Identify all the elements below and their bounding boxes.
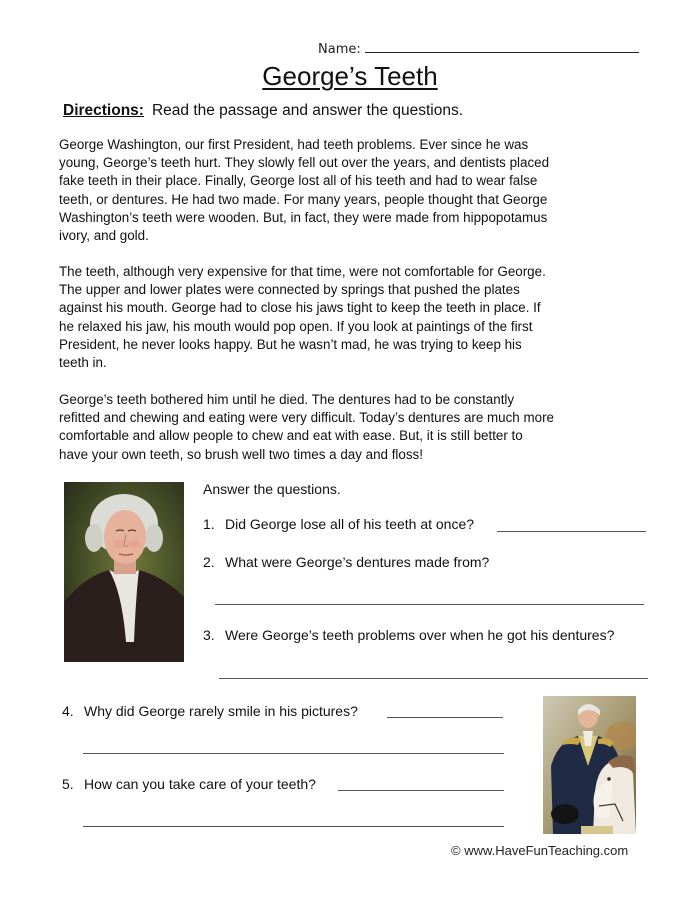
- answer-line-4b[interactable]: [83, 753, 504, 754]
- question-number: 1.: [203, 516, 215, 532]
- answer-line-3[interactable]: [219, 678, 648, 679]
- answer-line-1[interactable]: [497, 531, 646, 532]
- passage-line: teeth in.: [59, 355, 107, 371]
- directions: [63, 102, 463, 120]
- answer-line-4a[interactable]: [387, 717, 503, 718]
- name-input-line[interactable]: [365, 40, 639, 53]
- passage-line: teeth, or dentures. He had two made. For many years, people thought that George: [59, 191, 548, 207]
- passage-line: against his mouth. George had to close his jaws tight to keep the teeth in place. If: [59, 300, 541, 316]
- passage-line: ivory, and gold.: [59, 228, 149, 244]
- passage-line: George Washington, our first President, had teeth problems. Ever since he was: [59, 137, 529, 152]
- passage-line: refitted and chewing and eating were very difficult. Today’s dentures are much more: [59, 410, 554, 426]
- question-number: 2.: [203, 554, 215, 570]
- passage-line: he relaxed his jaw, his mouth would pop open. If you look at paintings of the first: [59, 318, 533, 334]
- question-text: How can you take care of your teeth?: [84, 776, 316, 792]
- answer-line-2[interactable]: [215, 604, 644, 605]
- george-washington-horse-portrait-image: [543, 696, 636, 834]
- passage-line: have your own teeth, so brush well two times a day and floss!: [59, 446, 423, 462]
- passage-line: fake teeth in their place. Finally, George lost all of his teeth and had to wear false: [59, 173, 538, 189]
- passage-paragraph-2: [59, 263, 659, 372]
- passage-paragraph-1: [59, 136, 659, 245]
- question-2: [203, 554, 489, 570]
- question-text: Why did George rarely smile in his pictures?: [84, 703, 358, 719]
- question-1: [203, 516, 474, 532]
- george-washington-portrait-image: [64, 482, 184, 662]
- question-text: Were George’s teeth problems over when he got his dentures?: [225, 627, 615, 643]
- answer-line-5b[interactable]: [83, 826, 504, 827]
- passage-line: President, he never looks happy. But he wasn’t mad, he was trying to keep his: [59, 336, 522, 352]
- passage-line: young, George’s teeth hurt. They slowly fell out over the years, and dentists placed: [59, 155, 550, 171]
- passage-line: The teeth, although very expensive for that time, were not comfortable for George.: [59, 264, 546, 279]
- question-text: What were George’s dentures made from?: [225, 554, 490, 570]
- question-number: 4.: [62, 703, 74, 719]
- directions-label: Directions:: [63, 102, 144, 119]
- question-text: Did George lose all of his teeth at once?: [225, 516, 475, 532]
- answer-questions-header: Answer the questions.: [203, 481, 341, 497]
- passage-paragraph-3: [59, 391, 659, 464]
- worksheet-title: George’s Teeth: [262, 61, 438, 91]
- copyright-footer: © www.HaveFunTeaching.com: [451, 843, 629, 858]
- name-label: Name:: [318, 42, 361, 57]
- answer-line-5a[interactable]: [338, 790, 504, 791]
- directions-text: Read the passage and answer the questions.: [151, 102, 464, 119]
- question-3: [203, 627, 614, 643]
- question-number: 3.: [203, 627, 215, 643]
- name-field-row: [318, 40, 639, 57]
- question-4: [62, 703, 358, 719]
- passage-line: George’s teeth bothered him until he died. The dentures had to be constantly: [59, 392, 515, 407]
- passage-line: comfortable and allow people to chew and eat with ease. But, it is still better to: [59, 428, 523, 444]
- passage-line: The upper and lower plates were connected by springs that pushed the plates: [59, 282, 520, 298]
- question-5: [62, 776, 316, 792]
- question-number: 5.: [62, 776, 74, 792]
- passage-line: Washington’s teeth were wooden. But, in fact, they were made from hippopotamus: [59, 209, 548, 225]
